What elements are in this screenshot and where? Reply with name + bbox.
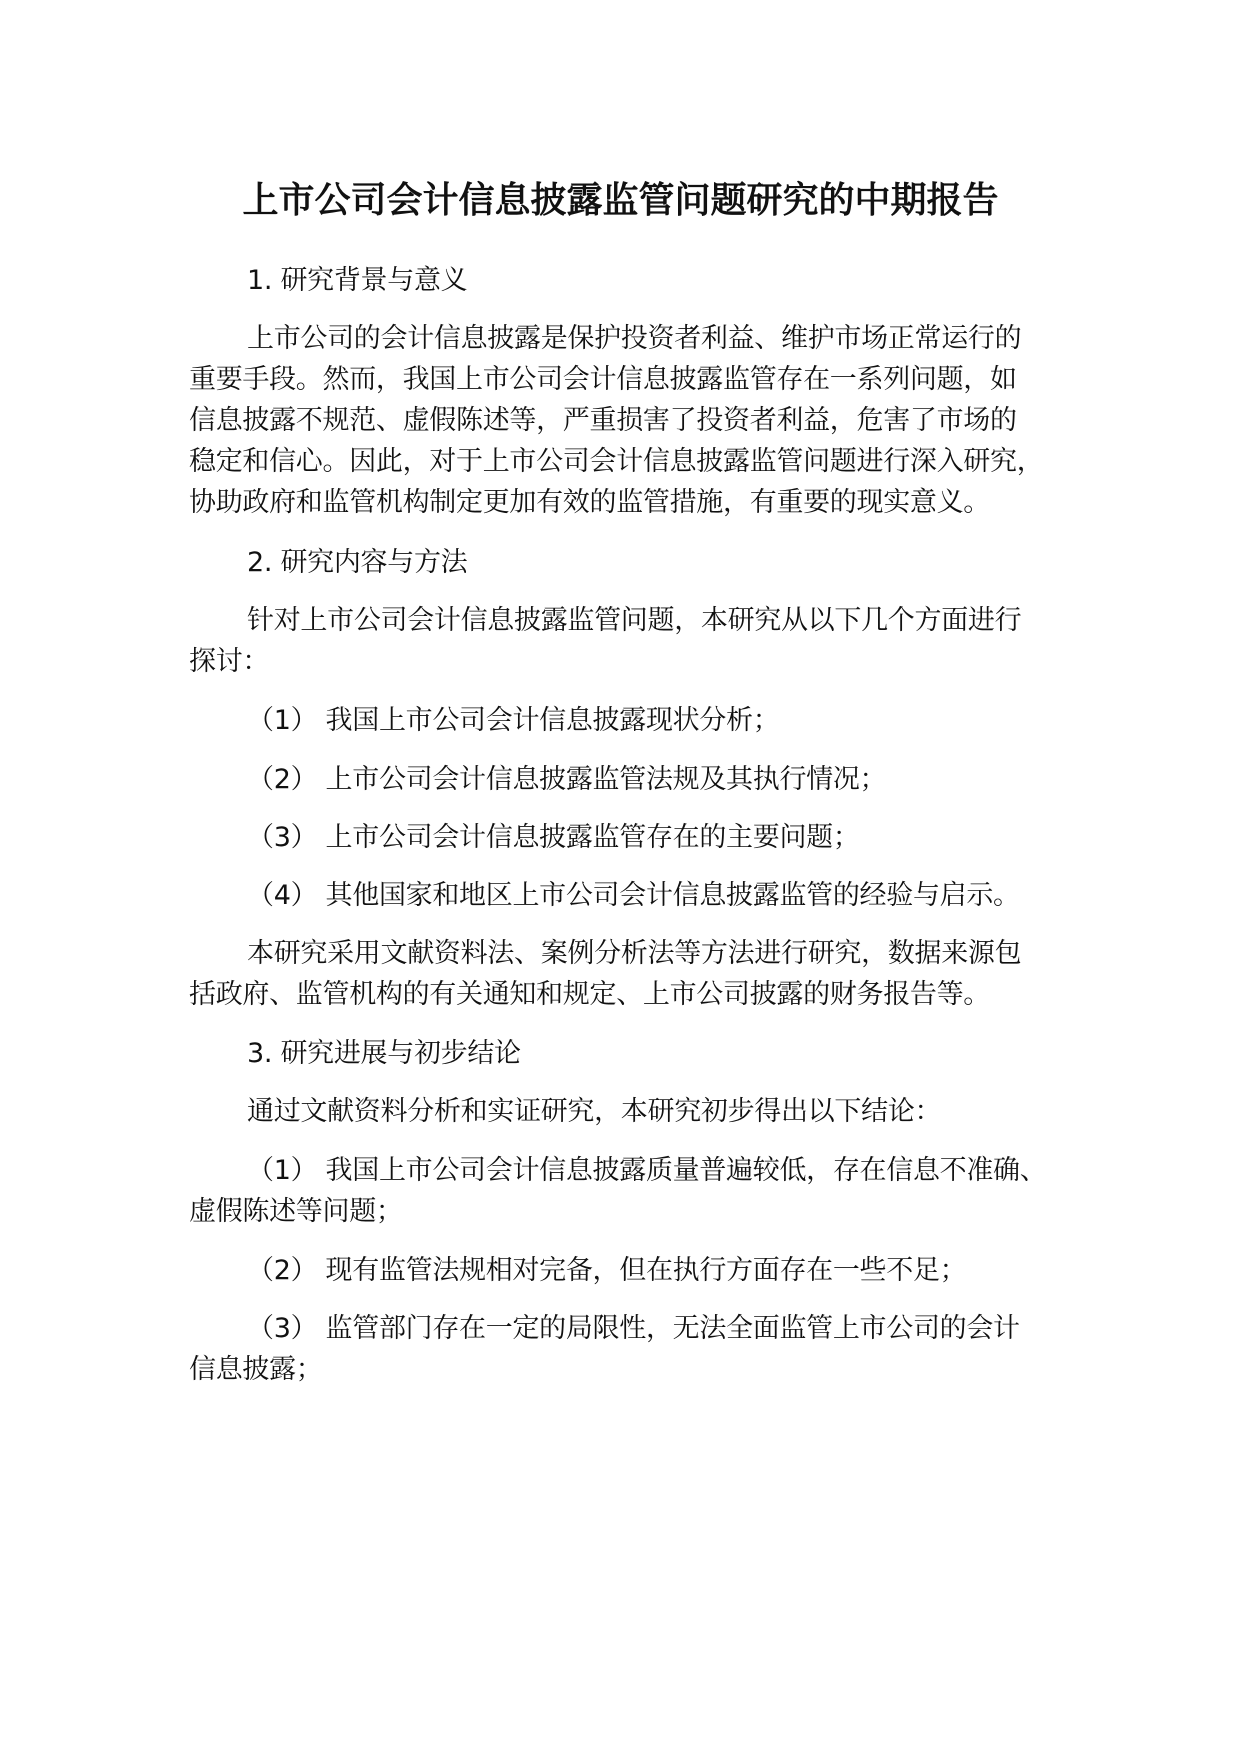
- paragraph-line: 通过文献资料分析和实证研究，本研究初步得出以下结论：: [247, 1096, 942, 1127]
- document-title: 上市公司会计信息披露监管问题研究的中期报告: [242, 180, 999, 221]
- conclusion-line: 虚假陈述等问题；: [189, 1196, 403, 1227]
- paragraph-line: 协助政府和监管机构制定更加有效的监管措施，有重要的现实意义。: [189, 487, 990, 518]
- paragraph-line: 本研究采用文献资料法、案例分析法等方法进行研究，数据来源包: [247, 938, 1022, 969]
- list-item: （2） 上市公司会计信息披露监管法规及其执行情况；: [247, 764, 887, 795]
- paragraph-line: 稳定和信心。因此，对于上市公司会计信息披露监管问题进行深入研究，: [189, 446, 1044, 477]
- list-item: （3） 上市公司会计信息披露监管存在的主要问题；: [247, 822, 860, 853]
- section-heading: 3. 研究进展与初步结论: [247, 1038, 521, 1069]
- list-item: （4） 其他国家和地区上市公司会计信息披露监管的经验与启示。: [247, 880, 1020, 911]
- list-item: （1） 我国上市公司会计信息披露现状分析；: [247, 705, 780, 736]
- conclusion-line: 信息披露；: [189, 1354, 323, 1385]
- conclusion-line: （1） 我国上市公司会计信息披露质量普遍较低，存在信息不准确、: [247, 1155, 1047, 1186]
- paragraph-line: 探讨：: [189, 646, 270, 677]
- paragraph-line: 针对上市公司会计信息披露监管问题，本研究从以下几个方面进行: [247, 605, 1022, 636]
- conclusion-line: （2） 现有监管法规相对完备，但在执行方面存在一些不足；: [247, 1255, 967, 1286]
- paragraph-line: 上市公司的会计信息披露是保护投资者利益、维护市场正常运行的: [247, 323, 1022, 354]
- paragraph-line: 信息披露不规范、虚假陈述等，严重损害了投资者利益，危害了市场的: [189, 405, 1017, 436]
- section-heading: 1. 研究背景与意义: [247, 265, 468, 296]
- paragraph-line: 重要手段。然而，我国上市公司会计信息披露监管存在一系列问题，如: [189, 364, 1017, 395]
- section-heading: 2. 研究内容与方法: [247, 547, 468, 578]
- paragraph-line: 括政府、监管机构的有关通知和规定、上市公司披露的财务报告等。: [189, 979, 990, 1010]
- conclusion-line: （3） 监管部门存在一定的局限性，无法全面监管上市公司的会计: [247, 1313, 1020, 1344]
